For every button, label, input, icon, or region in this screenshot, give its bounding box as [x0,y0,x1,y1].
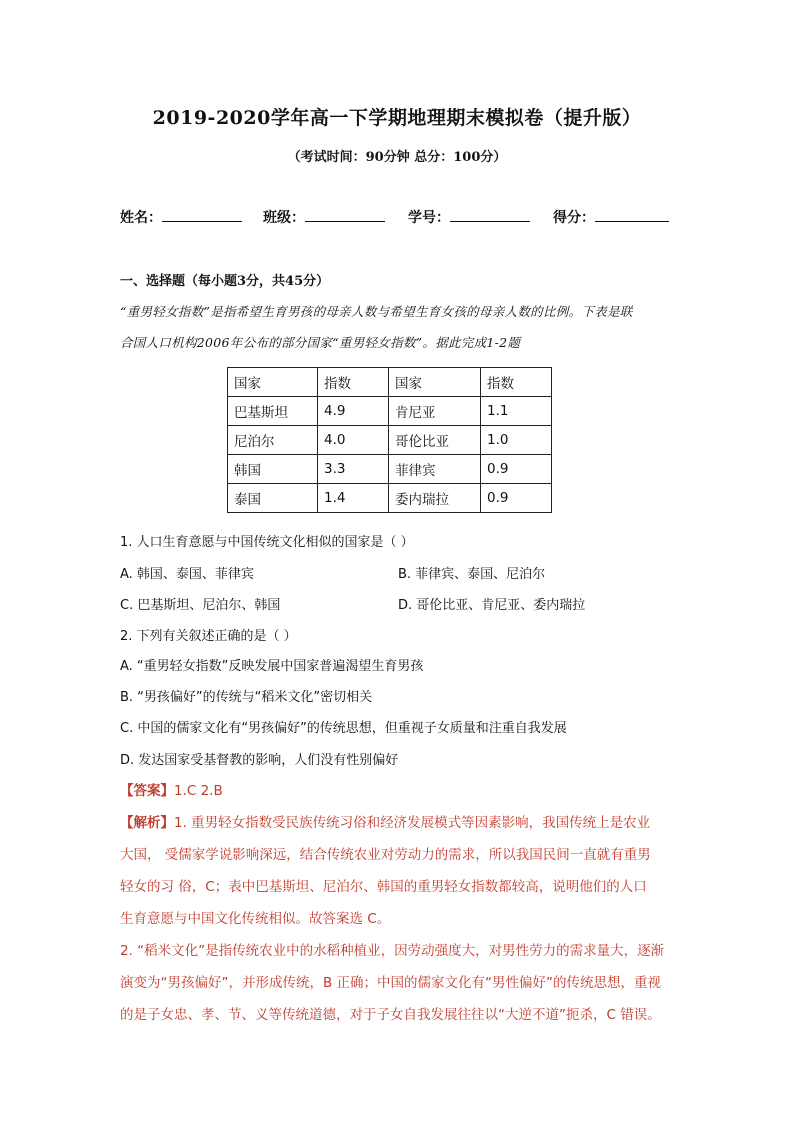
question-1-option-c[interactable]: C. 巴基斯坦、尼泊尔、韩国 [120,598,281,613]
class-blank[interactable] [305,207,385,222]
analysis-label: 【解析】 [120,815,174,831]
answer-text: 1.C 2.B [174,783,223,799]
student-no-label: 学号： [408,210,450,226]
analysis-p1-line-4: 生育意愿与中国文化传统相似。故答案选 C。 [120,911,391,927]
analysis-p2-line-2: 演变为“男孩偏好”，并形成传统，B 正确；中国的儒家文化有“男性偏好”的传统思想，重视 [120,975,662,991]
student-no-field [408,207,530,227]
table-cell: 哥伦比亚 [389,426,481,455]
table-cell: 泰国 [228,484,318,513]
table-row [228,397,552,426]
table-header-cell: 指数 [318,368,389,397]
question-2-option-b[interactable]: B. “男孩偏好”的传统与“稻米文化”密切相关 [120,690,373,705]
table-cell: 肯尼亚 [389,397,481,426]
question-2-option-c[interactable]: C. 中国的儒家文化有“男孩偏好”的传统思想，但重视子女质量和注重自我发展 [120,721,567,736]
class-label: 班级： [263,210,305,226]
table-cell: 1.4 [318,484,389,513]
table-header-cell: 指数 [481,368,552,397]
intro-line-2: 合国人口机构2006年公布的部分国家“重男轻女指数”。据此完成1-2题 [120,335,521,350]
name-field [120,207,242,227]
class-field [263,207,385,227]
table-cell: 0.9 [481,455,552,484]
table-cell: 韩国 [228,455,318,484]
table-header-cell: 国家 [228,368,318,397]
question-1-option-b[interactable]: B. 菲律宾、泰国、尼泊尔 [398,567,546,582]
score-blank[interactable] [595,207,669,222]
table-row [228,484,552,513]
analysis-p1-line-3: 轻女的习 俗，C；表中巴基斯坦、尼泊尔、韩国的重男轻女指数都较高，说明他们的人口 [120,879,647,895]
answer-label: 【答案】 [120,783,174,799]
question-2-stem: 2. 下列有关叙述正确的是（ ） [120,629,297,644]
analysis-p2-line-1: 2. “稻米文化”是指传统农业中的水稻种植业，因劳动强度大，对男性劳力的需求量大，逐渐 [120,943,665,959]
analysis-line-1 [120,811,650,831]
answer-line [120,779,223,799]
intro-line-1: “重男轻女指数”是指希望生育男孩的母亲人数与希望生育女孩的母亲人数的比例。下表是联 [120,304,633,319]
score-label: 得分： [553,210,595,226]
table-header-row [228,368,552,397]
analysis-p2-line-3: 的是子女忠、孝、节、义等传统道德，对于子女自我发展往往以“大逆不道”扼杀，C 错误。 [120,1007,661,1023]
name-label: 姓名： [120,210,162,226]
question-1-option-d[interactable]: D. 哥伦比亚、肯尼亚、委内瑞拉 [398,598,586,613]
table-cell: 1.0 [481,426,552,455]
table-cell: 0.9 [481,484,552,513]
section-heading: 一、选择题（每小题3分，共45分） [120,274,330,289]
exam-title: 2019-2020学年高一下学期地理期末模拟卷（提升版） [152,107,642,129]
table-cell: 1.1 [481,397,552,426]
table-cell: 委内瑞拉 [389,484,481,513]
table-cell: 尼泊尔 [228,426,318,455]
question-2-option-a[interactable]: A. “重男轻女指数”反映发展中国家普遍渴望生育男孩 [120,659,424,674]
table-cell: 巴基斯坦 [228,397,318,426]
exam-subtitle: （考试时间：90分钟 总分：100分） [287,150,507,165]
score-field [553,207,669,227]
name-blank[interactable] [162,207,242,222]
table-cell: 3.3 [318,455,389,484]
gender-preference-table [227,367,552,513]
table-cell: 4.9 [318,397,389,426]
table-cell: 4.0 [318,426,389,455]
question-1-stem: 1. 人口生育意愿与中国传统文化相似的国家是（ ） [120,535,414,550]
analysis-p1-line-1: 1. 重男轻女指数受民族传统习俗和经济发展模式等因素影响，我国传统上是农业 [174,815,651,831]
question-1-option-a[interactable]: A. 韩国、泰国、菲律宾 [120,567,254,582]
table-cell: 菲律宾 [389,455,481,484]
table-header-cell: 国家 [389,368,481,397]
analysis-p1-line-2: 大国， 受儒家学说影响深远，结合传统农业对劳动力的需求，所以我国民间一直就有重男 [120,847,651,863]
table-row [228,455,552,484]
question-2-option-d[interactable]: D. 发达国家受基督教的影响，人们没有性别偏好 [120,753,399,768]
student-no-blank[interactable] [450,207,530,222]
table-row [228,426,552,455]
